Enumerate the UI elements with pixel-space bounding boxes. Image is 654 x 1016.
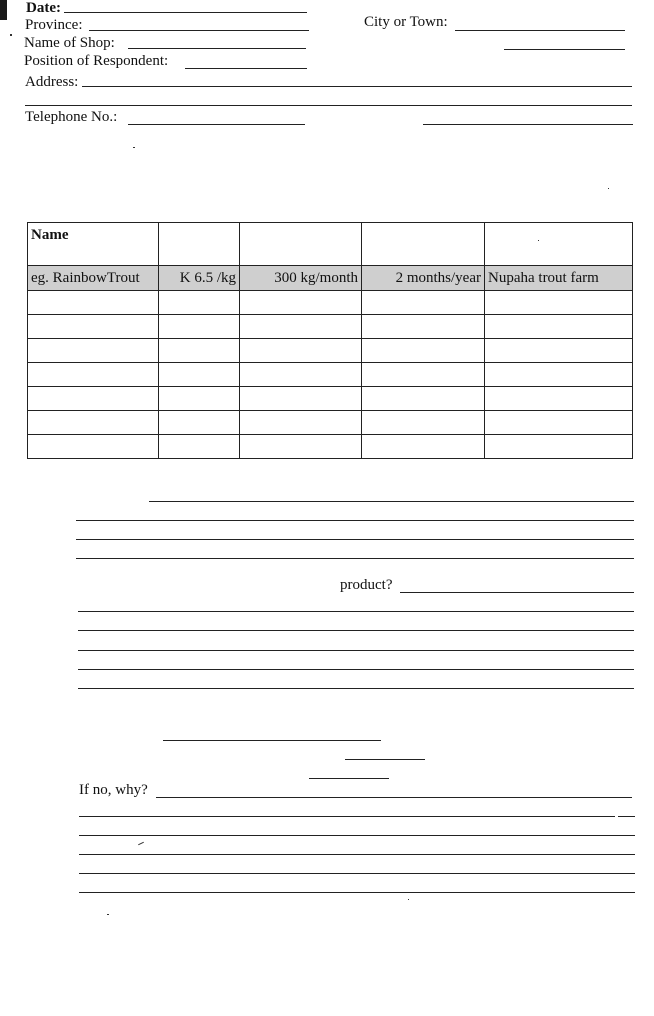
table-header-row	[28, 223, 633, 266]
example-supplier: Nupaha trout farm	[485, 266, 633, 291]
table-row[interactable]	[28, 291, 633, 315]
city-field[interactable]	[455, 30, 625, 31]
table-row[interactable]	[28, 387, 633, 411]
scan-speck	[408, 899, 409, 900]
example-row	[28, 266, 633, 291]
answer-line[interactable]	[79, 873, 635, 874]
table-row[interactable]	[28, 339, 633, 363]
position-field[interactable]	[185, 68, 307, 69]
province-field[interactable]	[89, 30, 309, 31]
short-answer-line[interactable]	[163, 740, 381, 741]
answer-line[interactable]	[78, 611, 634, 612]
address-field[interactable]	[82, 86, 632, 87]
why-answer-field[interactable]	[156, 797, 632, 798]
city-label: City or Town:	[364, 14, 448, 30]
answer-line[interactable]	[76, 539, 634, 540]
example-price: K 6.5 /kg	[159, 266, 240, 291]
address-label: Address:	[25, 74, 79, 90]
product-table	[27, 222, 633, 459]
shop-name-field[interactable]	[128, 48, 306, 49]
short-answer-line[interactable]	[345, 759, 425, 760]
answer-line[interactable]	[78, 650, 634, 651]
example-quantity: 300 kg/month	[240, 266, 362, 291]
answer-line-tail	[618, 816, 635, 817]
answer-line[interactable]	[79, 816, 615, 817]
table-row[interactable]	[28, 315, 633, 339]
scan-speck	[133, 147, 135, 148]
date-field[interactable]	[64, 12, 307, 13]
short-answer-line[interactable]	[309, 778, 389, 779]
answer-line[interactable]	[78, 669, 634, 670]
answer-line[interactable]	[149, 501, 634, 502]
shop-name-label: Name of Shop:	[24, 35, 115, 51]
scan-speck	[138, 842, 144, 845]
scan-speck	[608, 188, 609, 189]
province-label: Province:	[25, 17, 83, 33]
if-no-why-label: If no, why?	[79, 782, 148, 798]
table-row[interactable]	[28, 411, 633, 435]
header-name-cell: Name	[28, 223, 159, 266]
telephone-label: Telephone No.:	[25, 109, 118, 125]
example-frequency: 2 months/year	[362, 266, 485, 291]
answer-line[interactable]	[79, 835, 635, 836]
table-row[interactable]	[28, 363, 633, 387]
header-cell	[485, 223, 633, 266]
date-label: Date:	[26, 0, 61, 16]
answer-line[interactable]	[76, 558, 634, 559]
telephone-field[interactable]	[128, 124, 305, 125]
position-label: Position of Respondent:	[24, 53, 169, 69]
answer-line[interactable]	[78, 688, 634, 689]
product-answer-field[interactable]	[400, 592, 634, 593]
header-cell	[240, 223, 362, 266]
answer-line[interactable]	[79, 892, 635, 893]
scan-speck	[10, 34, 12, 36]
header-cell	[362, 223, 485, 266]
telephone-extra-field[interactable]	[423, 124, 633, 125]
answer-line[interactable]	[76, 520, 634, 521]
table-row[interactable]	[28, 435, 633, 459]
scan-speck	[538, 240, 539, 241]
scan-edge-mark	[0, 0, 7, 20]
city-field-extra-line[interactable]	[504, 49, 625, 50]
answer-line[interactable]	[78, 630, 634, 631]
address-field-line-2[interactable]	[25, 105, 632, 106]
header-cell	[159, 223, 240, 266]
example-name: eg. RainbowTrout	[28, 266, 159, 291]
answer-line[interactable]	[79, 854, 635, 855]
product-question-label: product?	[340, 577, 393, 593]
scan-speck	[107, 914, 109, 915]
